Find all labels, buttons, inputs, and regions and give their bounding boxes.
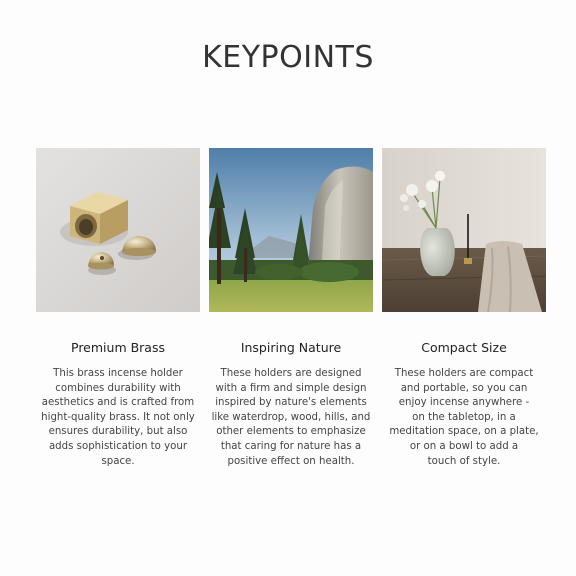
feature-heading: Compact Size — [421, 340, 507, 355]
feature-compact-size — [382, 148, 546, 469]
description-line: or on a bowl to add a — [409, 440, 519, 452]
description-line: meditation space, on a plate, — [389, 426, 539, 438]
feature-description — [36, 367, 200, 469]
description-line: that caring for nature has a — [220, 440, 362, 452]
feature-description — [382, 367, 546, 469]
description-line: on the tabletop, in a — [412, 411, 516, 423]
description-line: inspired by nature's elements — [215, 397, 367, 409]
description-line: These holders are compact — [394, 368, 534, 379]
description-line: enjoy incense anywhere - — [398, 397, 530, 409]
feature-inspiring-nature — [209, 148, 373, 469]
description-line: adds sophistication to your — [48, 440, 188, 452]
feature-premium-brass — [36, 148, 200, 469]
description-line: ensures durability, but also — [48, 426, 188, 438]
description-line: These holders are designed — [220, 368, 362, 379]
page-title: KEYPOINTS — [202, 40, 374, 75]
description-line: This brass incense holder — [53, 368, 183, 379]
feature-description — [209, 367, 373, 469]
description-line: space. — [101, 455, 135, 467]
brass-incense-holder-photo — [36, 148, 200, 312]
description-line: other elements to emphasize — [216, 426, 366, 438]
description-line: with a firm and simple design — [215, 382, 367, 394]
feature-heading: Inspiring Nature — [240, 340, 342, 355]
description-line: hight-quality brass. It not only — [41, 411, 195, 423]
description-line: aesthetics and is crafted from — [41, 397, 195, 409]
description-line: combines durability with — [55, 382, 181, 394]
description-line: and portable, so you can — [400, 382, 528, 394]
vase-and-incense-tabletop-photo — [382, 148, 546, 312]
description-line: like waterdrop, wood, hills, and — [211, 411, 371, 423]
feature-heading: Premium Brass — [71, 340, 165, 355]
description-line: touch of style. — [427, 455, 501, 467]
description-line: positive effect on health. — [227, 455, 355, 467]
mountain-forest-landscape-photo — [209, 148, 373, 312]
